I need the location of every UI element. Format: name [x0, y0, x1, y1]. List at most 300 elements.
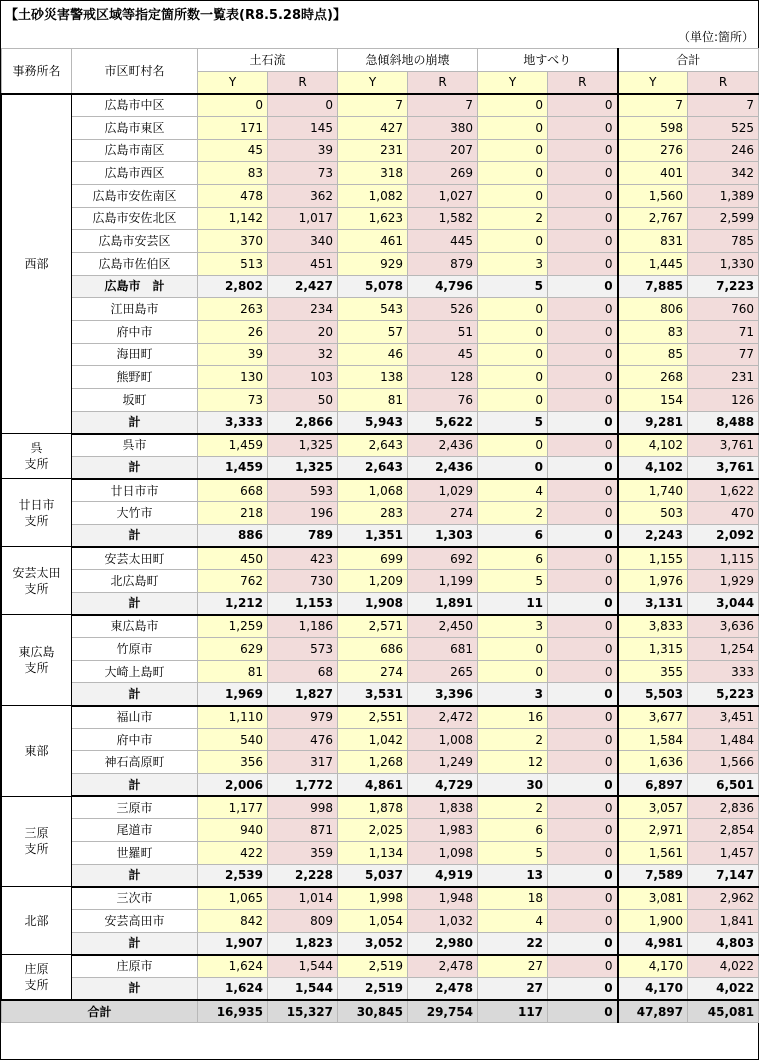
value-cell: 13: [478, 864, 548, 887]
value-cell: 1,561: [618, 841, 688, 864]
subtotal-label: 計: [72, 524, 198, 547]
value-cell: 879: [408, 252, 478, 275]
value-cell: 2,228: [268, 864, 338, 887]
value-cell: 3,761: [688, 434, 759, 457]
header-y: Y: [478, 71, 548, 94]
office-name: 東広島 支所: [2, 615, 72, 706]
value-cell: 1,098: [408, 841, 478, 864]
value-cell: 2,519: [338, 977, 408, 1000]
subtotal-label: 計: [72, 932, 198, 955]
municipality-name: 熊野町: [72, 366, 198, 389]
value-cell: 1,142: [198, 207, 268, 230]
value-cell: 6,897: [618, 774, 688, 797]
value-cell: 274: [408, 502, 478, 525]
value-cell: 1,268: [338, 751, 408, 774]
value-cell: 1,325: [268, 434, 338, 457]
subtotal-row: [2, 977, 759, 1000]
value-cell: 476: [268, 728, 338, 751]
value-cell: 154: [618, 388, 688, 411]
value-cell: 3: [478, 615, 548, 638]
table-row: [2, 706, 759, 729]
subtotal-row: [2, 864, 759, 887]
value-cell: 0: [548, 94, 618, 117]
value-cell: 1,823: [268, 932, 338, 955]
value-cell: 423: [268, 547, 338, 570]
value-cell: 5: [478, 411, 548, 434]
value-cell: 0: [548, 207, 618, 230]
value-cell: 77: [688, 343, 759, 366]
municipality-name: 大竹市: [72, 502, 198, 525]
value-cell: 1,153: [268, 592, 338, 615]
value-cell: 2,436: [408, 434, 478, 457]
grand-total-cell: 15,327: [268, 1000, 338, 1023]
office-name: 安芸太田 支所: [2, 547, 72, 615]
value-cell: 7,223: [688, 275, 759, 298]
value-cell: 4,919: [408, 864, 478, 887]
value-cell: 6: [478, 819, 548, 842]
grand-total-cell: 30,845: [338, 1000, 408, 1023]
grand-total-label: 合計: [2, 1000, 198, 1023]
value-cell: 2,643: [338, 456, 408, 479]
value-cell: 2,450: [408, 615, 478, 638]
value-cell: 760: [688, 298, 759, 321]
header-row-1: [2, 49, 759, 72]
grand-total-cell: 0: [548, 1000, 618, 1023]
subtotal-label: 計: [72, 977, 198, 1000]
header-steep-slope: 急傾斜地の崩壊: [338, 49, 478, 72]
value-cell: 470: [688, 502, 759, 525]
table-row: [2, 162, 759, 185]
subtotal-row: [2, 932, 759, 955]
municipality-name: 広島市南区: [72, 139, 198, 162]
value-cell: 0: [548, 977, 618, 1000]
table-row: [2, 388, 759, 411]
value-cell: 2,436: [408, 456, 478, 479]
value-cell: 1,029: [408, 479, 478, 502]
value-cell: 1,484: [688, 728, 759, 751]
value-cell: 7: [338, 94, 408, 117]
value-cell: 401: [618, 162, 688, 185]
value-cell: 3,131: [618, 592, 688, 615]
header-r: R: [408, 71, 478, 94]
value-cell: 207: [408, 139, 478, 162]
value-cell: 5: [478, 570, 548, 593]
value-cell: 103: [268, 366, 338, 389]
office-name: 北部: [2, 887, 72, 955]
value-cell: 2,539: [198, 864, 268, 887]
value-cell: 2,472: [408, 706, 478, 729]
value-cell: 2: [478, 728, 548, 751]
value-cell: 3,636: [688, 615, 759, 638]
value-cell: 2,571: [338, 615, 408, 638]
value-cell: 0: [548, 955, 618, 978]
value-cell: 8,488: [688, 411, 759, 434]
value-cell: 5,943: [338, 411, 408, 434]
municipality-name: 安芸高田市: [72, 909, 198, 932]
municipality-name: 北広島町: [72, 570, 198, 593]
grand-total-row: [2, 1000, 759, 1023]
value-cell: 1,014: [268, 887, 338, 910]
value-cell: 1,199: [408, 570, 478, 593]
value-cell: 196: [268, 502, 338, 525]
value-cell: 0: [478, 660, 548, 683]
office-name: 東部: [2, 706, 72, 797]
value-cell: 2,643: [338, 434, 408, 457]
unit-label: （単位:箇所）: [677, 30, 754, 44]
value-cell: 269: [408, 162, 478, 185]
value-cell: 39: [198, 343, 268, 366]
value-cell: 16: [478, 706, 548, 729]
value-cell: 7,885: [618, 275, 688, 298]
value-cell: 1,209: [338, 570, 408, 593]
value-cell: 126: [688, 388, 759, 411]
value-cell: 513: [198, 252, 268, 275]
value-cell: 1,907: [198, 932, 268, 955]
value-cell: 886: [198, 524, 268, 547]
value-cell: 998: [268, 796, 338, 819]
municipality-name: 広島市中区: [72, 94, 198, 117]
value-cell: 0: [548, 841, 618, 864]
value-cell: 0: [548, 275, 618, 298]
value-cell: 1,351: [338, 524, 408, 547]
value-cell: 503: [618, 502, 688, 525]
value-cell: 57: [338, 320, 408, 343]
value-cell: 234: [268, 298, 338, 321]
header-landslide: 地すべり: [478, 49, 618, 72]
value-cell: 231: [688, 366, 759, 389]
value-cell: 1,445: [618, 252, 688, 275]
subtotal-label: 計: [72, 683, 198, 706]
table-row: [2, 343, 759, 366]
value-cell: 130: [198, 366, 268, 389]
value-cell: 1,457: [688, 841, 759, 864]
table-row: [2, 728, 759, 751]
value-cell: 2,599: [688, 207, 759, 230]
subtotal-label: 計: [72, 592, 198, 615]
table-row: [2, 660, 759, 683]
value-cell: 145: [268, 116, 338, 139]
value-cell: 50: [268, 388, 338, 411]
value-cell: 0: [548, 162, 618, 185]
value-cell: 2,092: [688, 524, 759, 547]
value-cell: 1,622: [688, 479, 759, 502]
grand-total-cell: 45,081: [688, 1000, 759, 1023]
header-r: R: [268, 71, 338, 94]
value-cell: 73: [268, 162, 338, 185]
value-cell: 4,981: [618, 932, 688, 955]
value-cell: 39: [268, 139, 338, 162]
value-cell: 692: [408, 547, 478, 570]
subtotal-row: [2, 774, 759, 797]
value-cell: 3: [478, 683, 548, 706]
table-row: [2, 252, 759, 275]
subtotal-label: 計: [72, 411, 198, 434]
value-cell: 0: [548, 320, 618, 343]
value-cell: 380: [408, 116, 478, 139]
value-cell: 0: [548, 230, 618, 253]
value-cell: 0: [478, 320, 548, 343]
table-row: [2, 887, 759, 910]
value-cell: 0: [548, 638, 618, 661]
value-cell: 7: [688, 94, 759, 117]
municipality-name: 江田島市: [72, 298, 198, 321]
value-cell: 359: [268, 841, 338, 864]
value-cell: 1,459: [198, 456, 268, 479]
value-cell: 276: [618, 139, 688, 162]
value-cell: 540: [198, 728, 268, 751]
grand-total-cell: 29,754: [408, 1000, 478, 1023]
table-row: [2, 547, 759, 570]
value-cell: 1,259: [198, 615, 268, 638]
value-cell: 20: [268, 320, 338, 343]
value-cell: 699: [338, 547, 408, 570]
value-cell: 789: [268, 524, 338, 547]
value-cell: 1,068: [338, 479, 408, 502]
municipality-name: 府中市: [72, 728, 198, 751]
value-cell: 573: [268, 638, 338, 661]
table-row: [2, 184, 759, 207]
value-cell: 0: [478, 343, 548, 366]
value-cell: 4,861: [338, 774, 408, 797]
value-cell: 11: [478, 592, 548, 615]
header-r: R: [688, 71, 759, 94]
value-cell: 18: [478, 887, 548, 910]
table-row: [2, 434, 759, 457]
value-cell: 1,389: [688, 184, 759, 207]
value-cell: 1,624: [198, 955, 268, 978]
value-cell: 451: [268, 252, 338, 275]
value-cell: 51: [408, 320, 478, 343]
value-cell: 0: [548, 139, 618, 162]
value-cell: 2,427: [268, 275, 338, 298]
value-cell: 6: [478, 524, 548, 547]
value-cell: 26: [198, 320, 268, 343]
value-cell: 9,281: [618, 411, 688, 434]
value-cell: 1,929: [688, 570, 759, 593]
value-cell: 45: [408, 343, 478, 366]
value-cell: 7: [408, 94, 478, 117]
value-cell: 526: [408, 298, 478, 321]
value-cell: 0: [548, 184, 618, 207]
value-cell: 461: [338, 230, 408, 253]
municipality-name: 世羅町: [72, 841, 198, 864]
municipality-name: 福山市: [72, 706, 198, 729]
subtotal-row: [2, 456, 759, 479]
value-cell: 929: [338, 252, 408, 275]
designation-table: [1, 48, 759, 1023]
value-cell: 370: [198, 230, 268, 253]
value-cell: 81: [198, 660, 268, 683]
subtotal-label: 計: [72, 774, 198, 797]
municipality-name: 庄原市: [72, 955, 198, 978]
value-cell: 0: [478, 230, 548, 253]
value-cell: 6: [478, 547, 548, 570]
value-cell: 1,115: [688, 547, 759, 570]
value-cell: 2,962: [688, 887, 759, 910]
value-cell: 1,017: [268, 207, 338, 230]
value-cell: 0: [548, 388, 618, 411]
table-row: [2, 841, 759, 864]
value-cell: 1,740: [618, 479, 688, 502]
value-cell: 4,170: [618, 977, 688, 1000]
value-cell: 0: [548, 751, 618, 774]
value-cell: 2,767: [618, 207, 688, 230]
value-cell: 2,551: [338, 706, 408, 729]
value-cell: 0: [548, 298, 618, 321]
value-cell: 0: [198, 94, 268, 117]
value-cell: 1,459: [198, 434, 268, 457]
value-cell: 1,948: [408, 887, 478, 910]
table-row: [2, 570, 759, 593]
value-cell: 0: [478, 139, 548, 162]
header-debris-flow: 土石流: [198, 49, 338, 72]
value-cell: 3,531: [338, 683, 408, 706]
table-row: [2, 366, 759, 389]
value-cell: 2: [478, 796, 548, 819]
office-name: 西部: [2, 94, 72, 434]
municipality-name: 竹原市: [72, 638, 198, 661]
value-cell: 1,008: [408, 728, 478, 751]
table-row: [2, 615, 759, 638]
value-cell: 0: [548, 683, 618, 706]
value-cell: 0: [548, 706, 618, 729]
value-cell: 3,451: [688, 706, 759, 729]
value-cell: 0: [548, 570, 618, 593]
table-row: [2, 638, 759, 661]
value-cell: 1,027: [408, 184, 478, 207]
value-cell: 5,037: [338, 864, 408, 887]
table-row: [2, 955, 759, 978]
value-cell: 22: [478, 932, 548, 955]
header-r: R: [548, 71, 618, 94]
value-cell: 81: [338, 388, 408, 411]
value-cell: 5: [478, 275, 548, 298]
table-row: [2, 298, 759, 321]
value-cell: 12: [478, 751, 548, 774]
subtotal-row: [2, 592, 759, 615]
value-cell: 2,478: [408, 955, 478, 978]
municipality-name: 大崎上島町: [72, 660, 198, 683]
value-cell: 1,623: [338, 207, 408, 230]
value-cell: 342: [688, 162, 759, 185]
value-cell: 0: [478, 638, 548, 661]
value-cell: 0: [548, 524, 618, 547]
table-row: [2, 819, 759, 842]
value-cell: 1,325: [268, 456, 338, 479]
value-cell: 1,054: [338, 909, 408, 932]
header-y: Y: [618, 71, 688, 94]
value-cell: 1,082: [338, 184, 408, 207]
value-cell: 3,833: [618, 615, 688, 638]
value-cell: 1,155: [618, 547, 688, 570]
table-row: [2, 139, 759, 162]
value-cell: 809: [268, 909, 338, 932]
value-cell: 0: [548, 411, 618, 434]
table-row: [2, 796, 759, 819]
value-cell: 1,900: [618, 909, 688, 932]
value-cell: 1,042: [338, 728, 408, 751]
value-cell: 2,025: [338, 819, 408, 842]
value-cell: 2: [478, 502, 548, 525]
value-cell: 0: [548, 479, 618, 502]
value-cell: 0: [548, 887, 618, 910]
municipality-name: 広島市東区: [72, 116, 198, 139]
value-cell: 0: [548, 366, 618, 389]
value-cell: 629: [198, 638, 268, 661]
value-cell: 0: [548, 502, 618, 525]
value-cell: 45: [198, 139, 268, 162]
municipality-name: 海田町: [72, 343, 198, 366]
value-cell: 246: [688, 139, 759, 162]
value-cell: 1,838: [408, 796, 478, 819]
value-cell: 1,636: [618, 751, 688, 774]
value-cell: 2,006: [198, 774, 268, 797]
municipality-name: 広島市安芸区: [72, 230, 198, 253]
municipality-name: 広島市佐伯区: [72, 252, 198, 275]
value-cell: 3,057: [618, 796, 688, 819]
value-cell: 1,891: [408, 592, 478, 615]
value-cell: 1,969: [198, 683, 268, 706]
value-cell: 831: [618, 230, 688, 253]
value-cell: 0: [478, 366, 548, 389]
value-cell: 138: [338, 366, 408, 389]
value-cell: 0: [548, 774, 618, 797]
value-cell: 3,761: [688, 456, 759, 479]
value-cell: 2,478: [408, 977, 478, 1000]
grand-total-cell: 16,935: [198, 1000, 268, 1023]
value-cell: 1,303: [408, 524, 478, 547]
value-cell: 1,315: [618, 638, 688, 661]
value-cell: 30: [478, 774, 548, 797]
value-cell: 0: [548, 456, 618, 479]
value-cell: 7,147: [688, 864, 759, 887]
header-total: 合計: [618, 49, 759, 72]
value-cell: 1,566: [688, 751, 759, 774]
value-cell: 979: [268, 706, 338, 729]
value-cell: 4,022: [688, 977, 759, 1000]
value-cell: 2,854: [688, 819, 759, 842]
value-cell: 83: [618, 320, 688, 343]
value-cell: 1,582: [408, 207, 478, 230]
office-name: 呉 支所: [2, 434, 72, 479]
value-cell: 0: [548, 728, 618, 751]
office-name: 廿日市 支所: [2, 479, 72, 547]
value-cell: 0: [478, 116, 548, 139]
header-y: Y: [198, 71, 268, 94]
value-cell: 1,976: [618, 570, 688, 593]
office-name: 庄原 支所: [2, 955, 72, 1000]
value-cell: 0: [548, 252, 618, 275]
value-cell: 1,134: [338, 841, 408, 864]
value-cell: 1,908: [338, 592, 408, 615]
value-cell: 1,827: [268, 683, 338, 706]
value-cell: 83: [198, 162, 268, 185]
value-cell: 871: [268, 819, 338, 842]
value-cell: 4: [478, 479, 548, 502]
value-cell: 1,584: [618, 728, 688, 751]
value-cell: 7: [618, 94, 688, 117]
municipality-name: 安芸太田町: [72, 547, 198, 570]
value-cell: 73: [198, 388, 268, 411]
value-cell: 3,081: [618, 887, 688, 910]
value-cell: 0: [478, 298, 548, 321]
value-cell: 940: [198, 819, 268, 842]
municipality-name: 府中市: [72, 320, 198, 343]
value-cell: 4,022: [688, 955, 759, 978]
value-cell: 356: [198, 751, 268, 774]
header-municipality: 市区町村名: [72, 49, 198, 94]
grand-total-cell: 117: [478, 1000, 548, 1023]
